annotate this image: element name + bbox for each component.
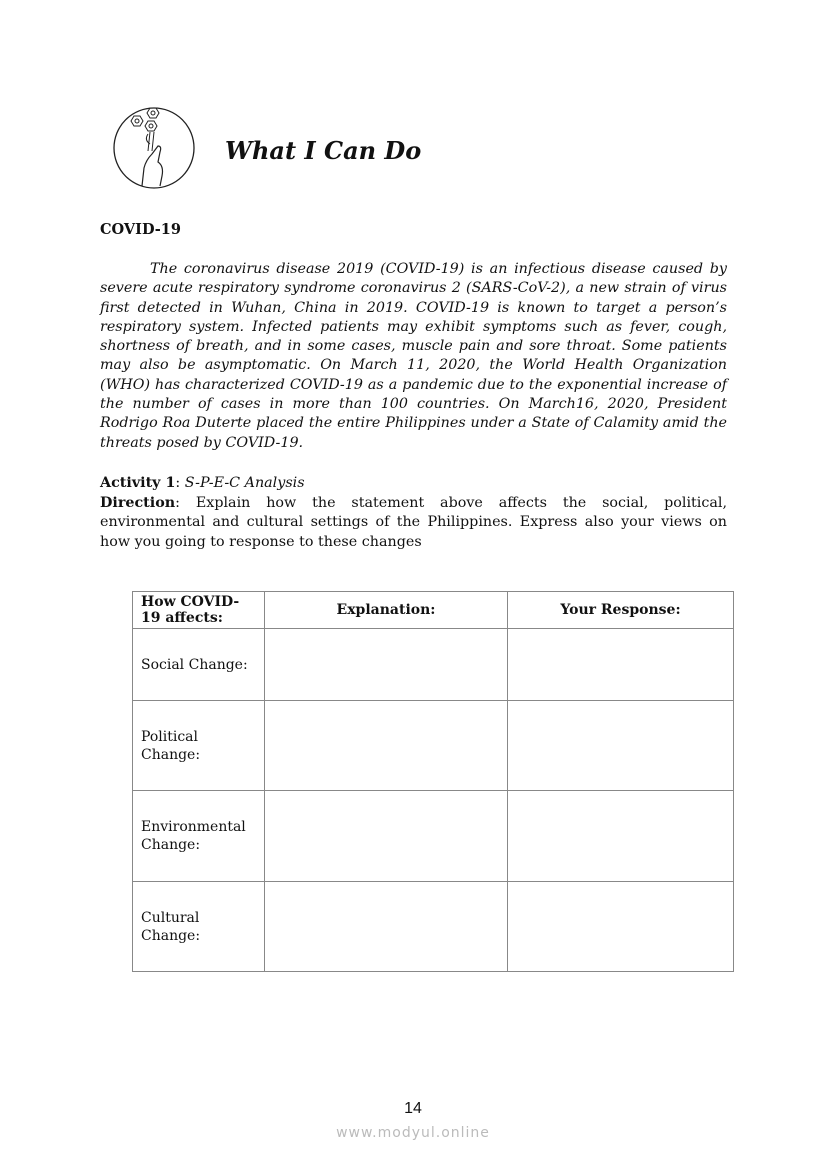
table-row	[133, 701, 734, 791]
header-response: Your Response:	[508, 592, 734, 629]
page-number: 14	[404, 1100, 422, 1117]
row-label: Environmental Change:	[133, 791, 265, 882]
row-label: Cultural Change:	[133, 882, 265, 972]
watermark: www.modyul.online	[336, 1125, 490, 1141]
activity-line	[100, 474, 727, 494]
activity-label: Activity 1	[100, 475, 176, 491]
explanation-cell[interactable]	[265, 629, 508, 701]
response-cell[interactable]	[508, 791, 734, 882]
intro-paragraph: The coronavirus disease 2019 (COVID-19) is an infectious disease caused by severe acute respiratory syndrome coronavirus 2 (SARS-CoV-2), a new strain of virus first detected in Wuhan, China in 2019. COVID-19 is known to target a person’s respiratory system. Infected patients may exhibit symptoms such as fever, cough, shortness of breath, and in some cases, muscle pain and sore throat. Some patients may also be asymptomatic. On March 11, 2020, the World Health Organization (WHO) has characterized COVID-19 as a pandemic due to the exponential increase of the number of cases in more than 100 countries. On March16, 2020, President Rodrigo Roa Duterte placed the entire Philippines under a State of Calamity amid the threats posed by COVID-19.	[100, 261, 727, 451]
spec-analysis-table	[132, 591, 734, 972]
table-header-row	[133, 592, 734, 629]
header-explanation: Explanation:	[265, 592, 508, 629]
response-cell[interactable]	[508, 629, 734, 701]
direction-text	[100, 494, 727, 553]
table-row	[133, 882, 734, 972]
table-row	[133, 791, 734, 882]
explanation-cell[interactable]	[265, 882, 508, 972]
header-how: How COVID-19 affects:	[133, 592, 265, 629]
response-cell[interactable]	[508, 701, 734, 791]
topic-heading: COVID-19	[100, 221, 181, 238]
explanation-cell[interactable]	[265, 701, 508, 791]
activity-name: S-P-E-C Analysis	[184, 475, 305, 491]
direction-body: : Explain how the statement above affects the social, political, environmental and cultural settings of the Philippines. Express also your views on how you going to response to these changes	[100, 494, 727, 550]
direction-label: Direction	[100, 494, 176, 511]
table-row	[133, 629, 734, 701]
section-title: What I Can Do	[225, 136, 422, 165]
activity-sep: :	[175, 475, 185, 491]
response-cell[interactable]	[508, 882, 734, 972]
row-label: Social Change:	[133, 629, 265, 701]
activity-block	[100, 474, 727, 552]
hand-wrench-icon	[112, 106, 196, 190]
row-label: Political Change:	[133, 701, 265, 791]
explanation-cell[interactable]	[265, 791, 508, 882]
